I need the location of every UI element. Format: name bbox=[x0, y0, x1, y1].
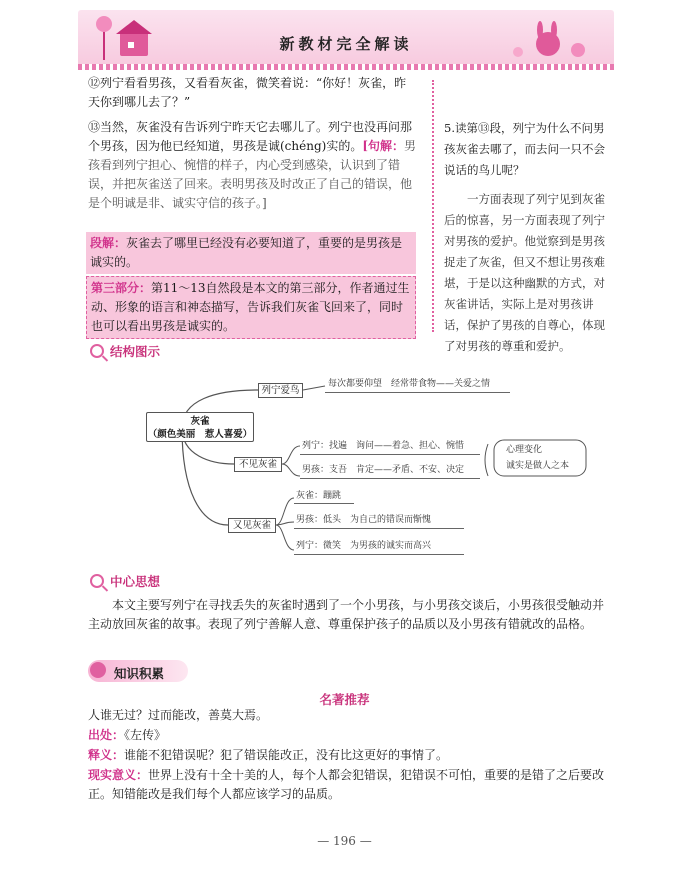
underline-4 bbox=[294, 503, 354, 504]
leaf-lenin-loves-birds: 每次都要仰望 经常带食物——关爱之情 bbox=[328, 379, 491, 389]
reality-text: 世界上没有十全十美的人，每个人都会犯错误，犯错误不可怕，重要的是错了之后要改正。知错能改是我们每个人都应该学习的品质。 bbox=[88, 768, 605, 801]
paragraph-13-text: ⑬当然，灰雀没有告诉列宁昨天它去哪儿了。列宁也没再问那个男孩，因为他已经知道，男孩是诚(chéng)实的。 bbox=[88, 120, 413, 153]
root-subtitle: （颜色美丽 惹人喜爱） bbox=[147, 429, 253, 440]
node-bird-returns: 又见灰雀 bbox=[228, 518, 276, 533]
duanjie-text: 灰雀去了哪里已经没有必要知道了，重要的是男孩是诚实的。 bbox=[90, 236, 403, 269]
leaf-bird-hop: 灰雀：蹦跳 bbox=[296, 491, 342, 501]
underline-2 bbox=[300, 454, 480, 455]
underline-3 bbox=[300, 478, 480, 479]
knowledge-meaning bbox=[88, 746, 608, 765]
magnifier-icon-2 bbox=[90, 574, 104, 588]
node-lenin-loves-birds: 列宁爱鸟 bbox=[258, 383, 303, 398]
knowledge-source bbox=[88, 726, 166, 745]
juji-label: [句解： bbox=[362, 139, 405, 153]
magnifier-icon bbox=[90, 344, 104, 358]
node-bird-missing: 不见灰雀 bbox=[234, 457, 282, 472]
banner-stripe bbox=[78, 64, 614, 70]
page-number: — 196 — bbox=[317, 834, 372, 848]
part3-block bbox=[86, 276, 416, 339]
part3-label: 第三部分： bbox=[91, 281, 152, 295]
root-title: 灰雀 bbox=[190, 416, 210, 427]
knowledge-subheading: 名著推荐 bbox=[319, 692, 370, 707]
paragraph-12: ⑫列宁看看男孩，又看看灰雀，微笑着说：“你好！灰雀，昨天你到哪儿去了？” bbox=[88, 76, 407, 109]
sidebar-question: 5.读第⑬段，列宁为什么不问男孩灰雀去哪了，而去问一只不会说话的鸟儿呢？ bbox=[444, 121, 605, 177]
page-title: 新教材完全解读 bbox=[279, 35, 413, 53]
underline-6 bbox=[294, 554, 464, 555]
underline-1 bbox=[325, 392, 510, 393]
structure-lines bbox=[0, 360, 689, 560]
source-label: 出处： bbox=[88, 728, 125, 742]
juji-text: 男孩看到列宁担心、惋惜的样子，内心受到感染，认识到了错误，并把灰雀送了回来。表明男孩及时改正了自己的错误，他是个明诚是非、诚实守信的孩子。] bbox=[88, 139, 417, 210]
duanjie-label: 段解： bbox=[90, 236, 127, 250]
reality-label: 现实意义： bbox=[88, 768, 149, 782]
leaf-boy-hesitate: 男孩：支吾 肯定——矛盾、不安、决定 bbox=[302, 465, 465, 475]
sidebar-question-box bbox=[432, 80, 614, 353]
leaf-lenin-smile: 列宁：微笑 为男孩的诚实而高兴 bbox=[296, 541, 432, 551]
root-node bbox=[146, 412, 254, 442]
knowledge-heading: 知识积累 bbox=[114, 666, 165, 681]
central-heading: 中心思想 bbox=[110, 574, 161, 589]
meaning-label: 释义： bbox=[88, 748, 125, 762]
header-banner bbox=[78, 10, 614, 68]
meaning-text: 谁能不犯错误呢？犯了错误能改正，没有比这更好的事情了。 bbox=[124, 748, 449, 762]
knowledge-quote: 人谁无过？过而能改，善莫大焉。 bbox=[88, 708, 269, 722]
sidebar-answer: 一方面表现了列宁见到灰雀后的惊喜，另一方面表现了列宁对男孩的爱护。他觉察到是男孩捉走了灰雀，但又不想让男孩难堪，于是以这种幽默的方式，对灰雀讲话，实际上是对男孩讲话，保护了男孩的自尊心，体现了对男孩的尊重和爱护。 bbox=[444, 192, 605, 353]
underline-5 bbox=[294, 528, 464, 529]
duanjie-block bbox=[86, 232, 416, 274]
paragraph-13 bbox=[88, 118, 418, 213]
knowledge-reality bbox=[88, 766, 608, 804]
leaf-lenin-search: 列宁：找遍 询问——着急、担心、惋惜 bbox=[302, 441, 465, 451]
central-text: 本文主要写列宁在寻找丢失的灰雀时遇到了一个小男孩，与小男孩交谈后，小男孩很受触动并主动放回灰雀的故事。表现了列宁善解人意、尊重保护孩子的品质以及小男孩有错就改的品格。 bbox=[88, 598, 605, 631]
pen-icon bbox=[90, 662, 106, 678]
note-mind-change: 心理变化 bbox=[506, 445, 543, 455]
structure-heading: 结构图示 bbox=[110, 344, 161, 359]
leaf-boy-ashamed: 男孩：低头 为自己的错误而惭愧 bbox=[296, 515, 432, 525]
note-honesty: 诚实是做人之本 bbox=[506, 461, 570, 471]
source-text: 《左传》 bbox=[124, 728, 167, 742]
part3-text: 第11～13自然段是本文的第三部分，作者通过生动、形象的语言和神态描写，告诉我们灰雀飞回来了，同时也可以看出男孩是诚实的。 bbox=[91, 281, 410, 333]
